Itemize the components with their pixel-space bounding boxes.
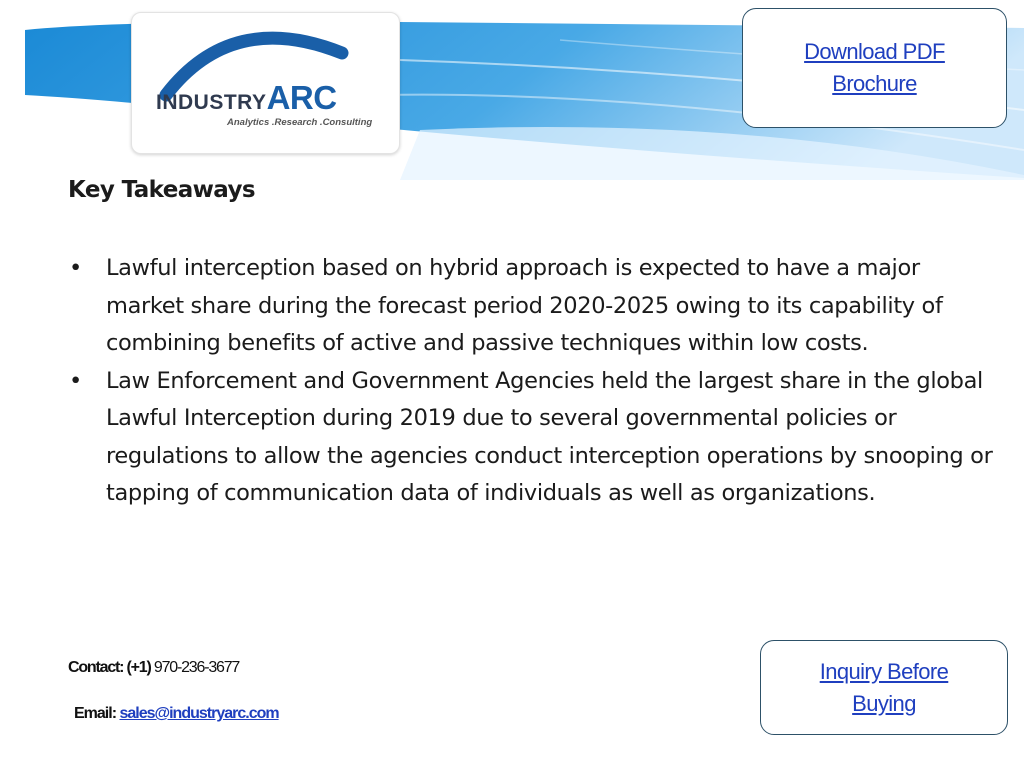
bullet-mark: • [69,367,82,394]
list-item [69,363,999,513]
download-brochure-box [742,8,1007,128]
email-link[interactable]: sales@industryarc.com [119,705,279,722]
bullet-mark: • [69,255,82,281]
logo-tagline: Analytics .Research .Consulting [227,117,373,128]
inquiry-line-2: Buying [852,690,916,716]
list-item-text: Lawful interception based on hybrid approach is expected to have a major market share during the forecast period 2020-2025 owing to its capability of combining benefits of active and passive techniques within low costs. [106,255,943,356]
inquiry-box [760,640,1008,735]
inquiry-line-1: Inquiry Before [819,658,949,684]
email-line [74,705,279,723]
download-line-2: Brochure [832,71,917,96]
list-item-text: Law Enforcement and Government Agencies held the largest share in the global Lawful Interception during 2019 due to several governmental policies or regulations to allow the agencies conduct interception operations by snooping or tapping of communication data of individuals as well as organizations. [106,367,993,506]
download-pdf-link[interactable] [804,36,945,100]
logo-brand [156,81,337,114]
contact-phone: 970-236-3677 [153,659,240,676]
inquiry-before-buying-link[interactable] [820,656,949,720]
logo-brand-word: INDUSTRY [156,91,267,114]
contact-line [68,659,239,677]
email-label: Email: [74,705,120,722]
takeaways-list [69,250,999,513]
contact-label: Contact: (+1) [68,659,154,676]
logo-brand-accent: ARC [266,79,337,116]
logo [131,12,400,154]
page-title: Key Takeaways [68,177,256,203]
download-line-1: Download PDF [804,39,945,64]
list-item [69,250,999,363]
